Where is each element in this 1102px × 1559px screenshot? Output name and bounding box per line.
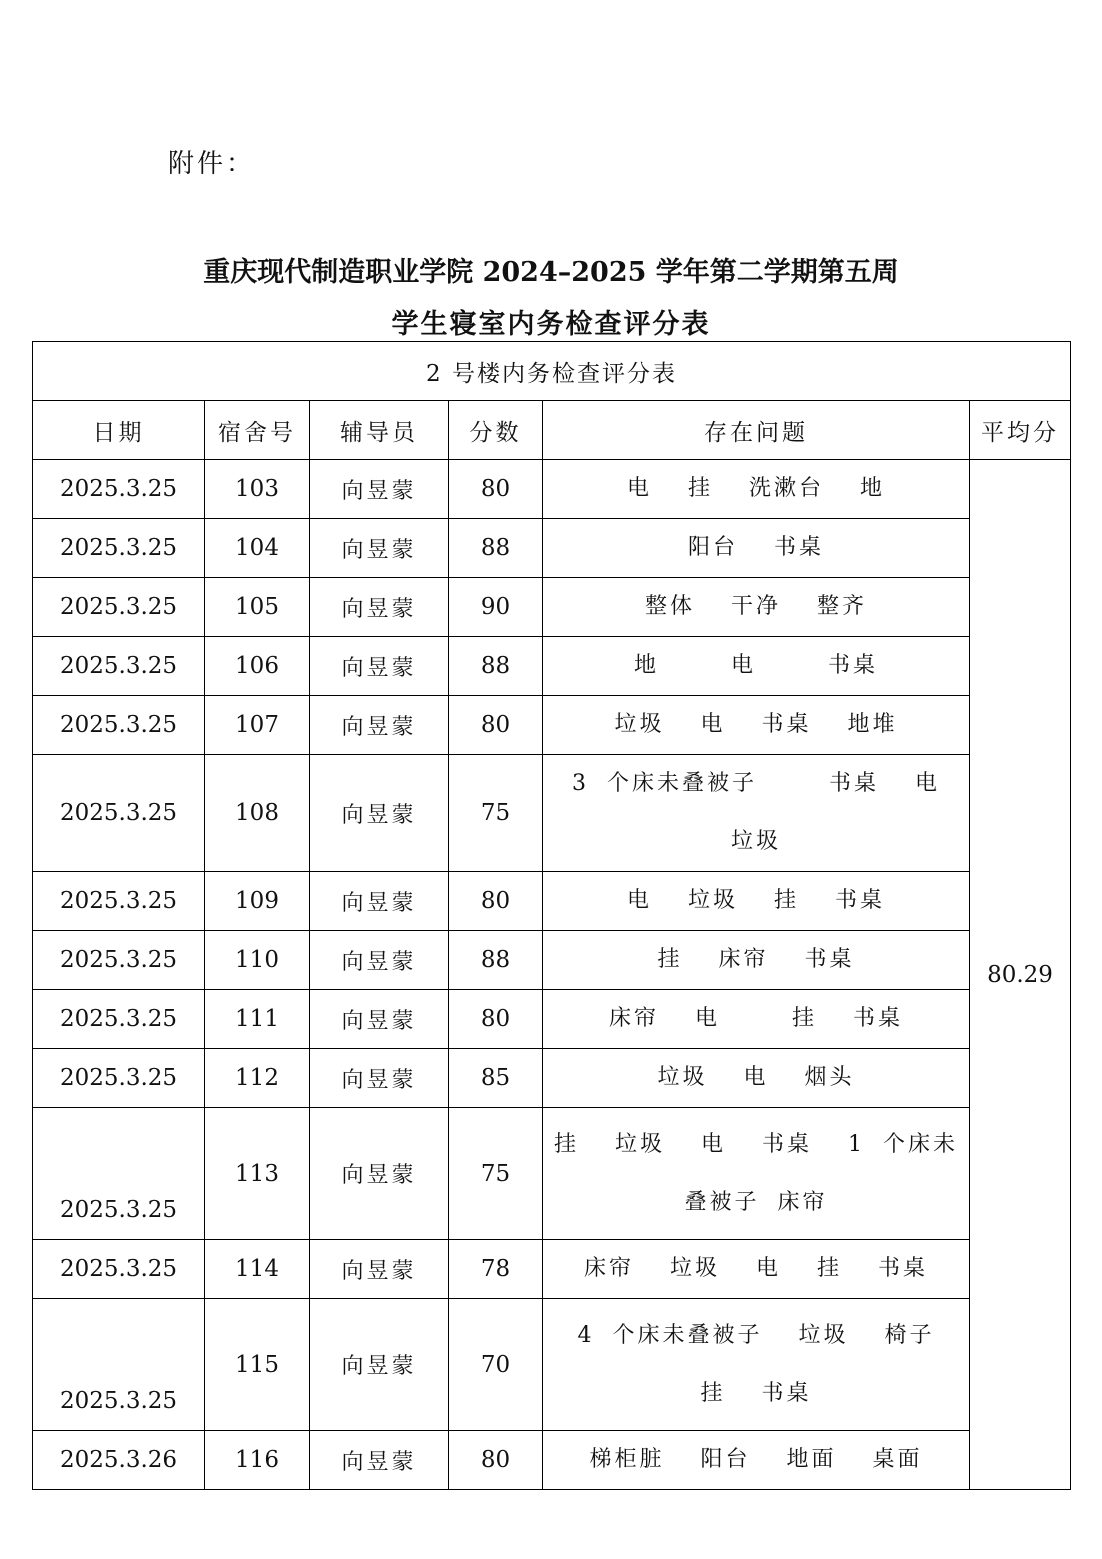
cell-score: 88 — [449, 637, 543, 696]
cell-counsellor: 向昱蒙 — [310, 1240, 449, 1299]
cell-date: 2025.3.25 — [33, 1240, 205, 1299]
cell-counsellor: 向昱蒙 — [310, 872, 449, 931]
cell-date: 2025.3.25 — [33, 578, 205, 637]
cell-score: 80 — [449, 990, 543, 1049]
cell-date: 2025.3.25 — [33, 460, 205, 519]
cell-date: 2025.3.26 — [33, 1431, 205, 1490]
cell-date: 2025.3.25 — [33, 931, 205, 990]
inspection-table — [32, 341, 1071, 1490]
cell-date: 2025.3.25 — [33, 637, 205, 696]
cell-counsellor: 向昱蒙 — [310, 1049, 449, 1108]
cell-issues: 垃圾 电 烟头 — [543, 1049, 970, 1108]
cell-score: 75 — [449, 755, 543, 872]
header-score: 分数 — [449, 401, 543, 460]
cell-date: 2025.3.25 — [33, 696, 205, 755]
table-row — [33, 1431, 1071, 1490]
cell-issues: 电 挂 洗漱台 地 — [543, 460, 970, 519]
cell-date: 2025.3.25 — [33, 872, 205, 931]
cell-counsellor: 向昱蒙 — [310, 931, 449, 990]
cell-counsellor: 向昱蒙 — [310, 1431, 449, 1490]
header-date: 日期 — [33, 401, 205, 460]
cell-room: 103 — [205, 460, 310, 519]
cell-room: 110 — [205, 931, 310, 990]
cell-date: 2025.3.25 — [33, 755, 205, 872]
cell-room: 106 — [205, 637, 310, 696]
cell-counsellor: 向昱蒙 — [310, 519, 449, 578]
cell-counsellor: 向昱蒙 — [310, 1108, 449, 1240]
cell-room: 107 — [205, 696, 310, 755]
table-row — [33, 578, 1071, 637]
table-row — [33, 1049, 1071, 1108]
cell-room: 115 — [205, 1299, 310, 1431]
cell-score: 88 — [449, 931, 543, 990]
cell-counsellor: 向昱蒙 — [310, 696, 449, 755]
cell-room: 113 — [205, 1108, 310, 1240]
cell-room: 105 — [205, 578, 310, 637]
cell-issues: 床帘 电 挂 书桌 — [543, 990, 970, 1049]
document-title: 重庆现代制造职业学院 2024–2025 学年第二学期第五周 — [203, 257, 899, 288]
table-caption: 2 号楼内务检查评分表 — [33, 342, 1071, 401]
cell-room: 116 — [205, 1431, 310, 1490]
header-average: 平均分 — [970, 401, 1071, 460]
cell-date: 2025.3.25 — [33, 1299, 205, 1431]
cell-counsellor: 向昱蒙 — [310, 637, 449, 696]
table-row — [33, 755, 1071, 872]
cell-counsellor: 向昱蒙 — [310, 755, 449, 872]
cell-issues: 梯柜脏 阳台 地面 桌面 — [543, 1431, 970, 1490]
table-row — [33, 1108, 1071, 1240]
table-row — [33, 696, 1071, 755]
cell-score: 90 — [449, 578, 543, 637]
table-row — [33, 1240, 1071, 1299]
cell-room: 104 — [205, 519, 310, 578]
cell-room: 111 — [205, 990, 310, 1049]
table-row — [33, 1299, 1071, 1431]
cell-room: 109 — [205, 872, 310, 931]
cell-issues: 垃圾 电 书桌 地堆 — [543, 696, 970, 755]
attachment-label: 附件： — [168, 149, 256, 179]
cell-issues: 整体 干净 整齐 — [543, 578, 970, 637]
cell-issues: 床帘 垃圾 电 挂 书桌 — [543, 1240, 970, 1299]
header-counsellor: 辅导员 — [310, 401, 449, 460]
cell-score: 75 — [449, 1108, 543, 1240]
table-row — [33, 931, 1071, 990]
header-room: 宿舍号 — [205, 401, 310, 460]
cell-score: 85 — [449, 1049, 543, 1108]
cell-counsellor: 向昱蒙 — [310, 990, 449, 1049]
cell-date: 2025.3.25 — [33, 1049, 205, 1108]
cell-score: 88 — [449, 519, 543, 578]
table-row — [33, 637, 1071, 696]
cell-score: 80 — [449, 460, 543, 519]
header-issues: 存在问题 — [543, 401, 970, 460]
table-row — [33, 872, 1071, 931]
table-row — [33, 519, 1071, 578]
cell-issues: 阳台 书桌 — [543, 519, 970, 578]
table-row — [33, 460, 1071, 519]
cell-room: 108 — [205, 755, 310, 872]
cell-room: 112 — [205, 1049, 310, 1108]
cell-counsellor: 向昱蒙 — [310, 1299, 449, 1431]
cell-score: 70 — [449, 1299, 543, 1431]
cell-issues: 电 垃圾 挂 书桌 — [543, 872, 970, 931]
cell-date: 2025.3.25 — [33, 519, 205, 578]
cell-score: 78 — [449, 1240, 543, 1299]
cell-score: 80 — [449, 1431, 543, 1490]
cell-room: 114 — [205, 1240, 310, 1299]
cell-score: 80 — [449, 696, 543, 755]
document-subtitle: 学生寝室内务检查评分表 — [391, 309, 711, 340]
cell-date: 2025.3.25 — [33, 1108, 205, 1240]
cell-date: 2025.3.25 — [33, 990, 205, 1049]
cell-counsellor: 向昱蒙 — [310, 578, 449, 637]
cell-issues: 地 电 书桌 — [543, 637, 970, 696]
cell-issues: 3 个床未叠被子 书桌 电 垃圾 — [543, 755, 970, 872]
cell-issues: 挂 床帘 书桌 — [543, 931, 970, 990]
cell-issues: 挂 垃圾 电 书桌 1 个床未叠被子 床帘 — [543, 1108, 970, 1240]
table-row — [33, 990, 1071, 1049]
cell-average: 80.29 — [970, 460, 1071, 1490]
cell-counsellor: 向昱蒙 — [310, 460, 449, 519]
cell-issues: 4 个床未叠被子 垃圾 椅子 挂 书桌 — [543, 1299, 970, 1431]
cell-score: 80 — [449, 872, 543, 931]
